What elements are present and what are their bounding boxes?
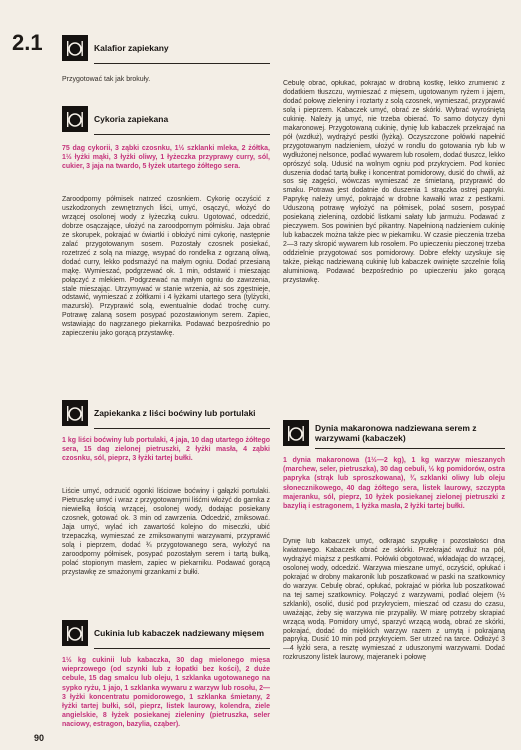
- cutlery-icon: [62, 35, 88, 61]
- recipe-text: Liście umyć, odrzucić ogonki liściowe boćwiny i gałązki portulaki. Pietruszkę umyć i wraz z przygotowanymi liśćmi włożyć do garnka z niewielką ilością wrzącej, osolonej wody, dodając posiekany czosnek, gotować ok. 3 min od zawrzenia. Odcedzić, zmiksować. Jaja umyć, wylać ich zawartość kolejno do miseczki, ubić trzepaczką, wymieszać ze zmiksowanymi warzywami, przyprawić solą i pieprzem, dodać ¾ przygotowanego sera, wyłożyć na zaroodporny półmisek, posypać pozostałym serem i tartą bułką, polać stopionym masłem, zapiec w piekarniku. Podawać gorącą przystawkę ze smażonymi grzankami z bułki.: [62, 488, 270, 576]
- recipe-header-dynia: [283, 418, 505, 448]
- recipe-title: Cykoria zapiekana: [94, 104, 270, 135]
- recipe-text: Zaroodporny półmisek natrzeć czosnkiem. Cykorię oczyścić z uszkodzonych zewnętrznych liści, umyć, osączyć, włożyć do wrzącej osolonej wody z łyżeczką cukru. Ugotować, odcedzić, dobrze osączające, ułożyć na zaroodpornym półmisku. Jaja obrać ze skorupek, pokrajać w ćwiartki i obłożyć nimi cykorię, następnie zalać przygotowanym sosem. Pozostały czosnek posiekać, rozetrzeć z solą na miazgę, wsypać do rondelka z ogrzaną oliwą, dodać curry, lekko podsmażyć na małym ogniu. Dodać przesianą mąkę. Wymieszać, podgrzewać ok. 1 min, odstawić i mieszając połączyć z mlekiem. Podgrzewać na małym ogniu do zawrzenia, stale mieszając. Utrzymywać w stanie wrzenia, aż sos zgęstnieje, odstawić, wymieszać z żółtkami i 4 łyżkami utartego sera (tylżycki, mazurski). Przyprawić solą, ewentualnie dodać trochę curry. Potrawę zalaną sosem posypać pozostawionym serem. Zapiec, wstawiając do nagrzanego piekarnika. Podawać bezpośrednio po zapieczeniu jako gorącą przystawkę.: [62, 196, 270, 338]
- cutlery-icon: [283, 420, 309, 446]
- cutlery-icon: [62, 620, 88, 646]
- recipe-title: Cukinia lub kabaczek nadziewany mięsem: [94, 618, 270, 649]
- recipe-header-kalafior: [62, 33, 270, 63]
- recipe-title: Kalafior zapiekany: [94, 33, 270, 64]
- page-number: 90: [34, 733, 45, 743]
- recipe-title: Dynia makaronowa nadziewana serem z warzywami (kabaczek): [315, 418, 505, 449]
- recipe-header-zapiekanka: [62, 398, 270, 428]
- section-number: 2.1: [12, 30, 43, 55]
- recipe-text: Dynię lub kabaczek umyć, odkrajać szypułkę i pozostałości dna kwiatowego. Kabaczek obrać ze skórki. Przekrajać wzdłuż na pół, wydrążyć miąższ z pestkami. Połówki obgotować, wkładając do wrzącej, osolonej wody, odcedzić. Warzywa mieszane umyć, oczyścić, opłukać i pokrajać w drobny makaronik lub poszatkować w paski na szatkownicy do warzyw. Cebulę obrać, opłukać, pokrajać w piórka lub poszatkować na tej samej szatkownicy. Połączyć z warzywami, podlać olejem (½ szklanki), osolić, dusić pod przykryciem, mieszać od czasu do czasu, uważając, żeby się warzywa nie przypaliły. W miarę potrzeby skrapiać wrzącą wodą. Pomidory umyć, sparzyć wrzącą wodą, obrać ze skórki, pokrajać, dodać do miękkich warzyw razem z umytą i pokrajaną papryką. Dusić 10 min pod przykryciem. Ser utrzeć na tarce. Odłożyć 3—4 łyżki sera, a resztę wymieszać z uduszonymi warzywami. Dodać rozkruszony listek laurowy, majeranek i połowę: [283, 538, 505, 662]
- recipe-header-cukinia: [62, 618, 270, 648]
- recipe-ingredients: 1½ kg cukinii lub kabaczka, 30 dag mielonego mięsa wieprzowego (od szynki lub z łopatki bez kości), 2 duże cebule, 15 dag smalcu lub oleju, 1 szklanka ugotowanego na sypko ryżu, 1 jajo, 1 szklanka wywaru z warzyw lub rosołu, 2—3 łyżki koncentratu pomidorowego, 1 szklanka śmietany, 2 łyżki tartej bułki, sól, pieprz, listek laurowy, kolendra, ziele angielskie, 8 łyżek posiekanej zieleniny (pietruszka, seler naciowy, estragon, bazylia, cząber).: [62, 657, 270, 729]
- recipe-header-cykoria: [62, 104, 270, 134]
- recipe-ingredients: 1 dynia makaronowa (1½—2 kg), 1 kg warzyw mieszanych (marchew, seler, pietruszka), 30 dag cebuli, ½ kg pomidorów, ostra papryka (strąk lub sproszkowana), ¾ szklanki oliwy lub oleju słonecznikowego, 40 dag żółtego sera, listek laurowy, szczypta majeranku, sól, pieprz, 10 łyżek posiekanej zielonej pietruszki z bazylią i estragonem, 1 łyżka masła, 2 łyżki tartej bułki.: [283, 457, 505, 511]
- recipe-ingredients: 75 dag cykorii, 3 ząbki czosnku, 1½ szklanki mleka, 2 żółtka, 1½ łyżki mąki, 3 łyżki oliwy, 1 łyżeczka przyprawy curry, sól, cukier, 3 jaja na twardo, 5 łyżek utartego żółtego sera.: [62, 145, 270, 171]
- cutlery-icon: [62, 400, 88, 426]
- cutlery-icon: [62, 106, 88, 132]
- recipe-ingredients: 1 kg liści boćwiny lub portulaki, 4 jaja, 10 dag utartego żółtego sera, 15 dag zielonej pietruszki, 2 łyżki masła, 4 ząbki czosnku, sól, pieprz, 3 łyżki tartej bułki.: [62, 437, 270, 463]
- recipe-text: Cebulę obrać, opłukać, pokrajać w drobną kostkę, lekko zrumienić z dodatkiem tłuszczu, wymieszać z mięsem, ugotowanym ryżem i jajem, dodać połowę zieleniny i roztarty z solą czosnek, wymieszać, przyprawić solą i pieprzem. Kabaczek umyć, obrać ze skórki. Wybrać wyrośniętą cukinię. Należy ją umyć, nie trzeba obierać. To samo dotyczy dyni makaronowej. Przygotowaną cukinię, dynię lub kabaczek przekrajać na pół (wzdłuż), wydrążyć pestki (łyżką). Oczyszczone połówki napełnić przygotowanym nadzieniem, ułożyć w rondlu do gotowania ryb lub w wydłużonej nelsonce, podlać wywarem lub rosołem, dodać tłuszcz, lekko oprószyć solą. Udusić na wolnym ogniu pod przykryciem. Pod koniec duszenia dodać tartą bułkę i koncentrat pomidorowy, dusić do chwili, aż sos się zagęści, wówczas wymieszać ze śmietaną, przyprawić do smaku. Potrawa jest dodatnie do duszenia 1 strączka ostrej papryki. Paprykę należy umyć, pokrajać w drobne kawałki wraz z pestkami. Uduszoną potrawę wyłożyć na półmisek, polać sosem, posypać posiekaną zieleniną, ozdobić listkami sałaty lub jarmużu. Podawać z pieczywem. Sos powinien być pikantny. Napełnioną nadzieniem cukinię lub kabaczek można także piec w piekarniku. W czasie pieczenia trzeba 2—3 razy skropić wywarem lub rosołem. Po upieczeniu pieczonej trzeba oddzielnie przygotować sos pomidorowy. Dobre efekty uzyskuje się także, piekąc nadziewaną cukinię lub kabaczek owinięte szczelnie folią aluminiową. Podawać bezpośrednio po upieczeniu jako gorącą przystawkę.: [283, 80, 505, 284]
- recipe-title: Zapiekanka z liści boćwiny lub portulaki: [94, 398, 270, 429]
- recipe-text: Przygotować tak jak brokuły.: [62, 76, 151, 83]
